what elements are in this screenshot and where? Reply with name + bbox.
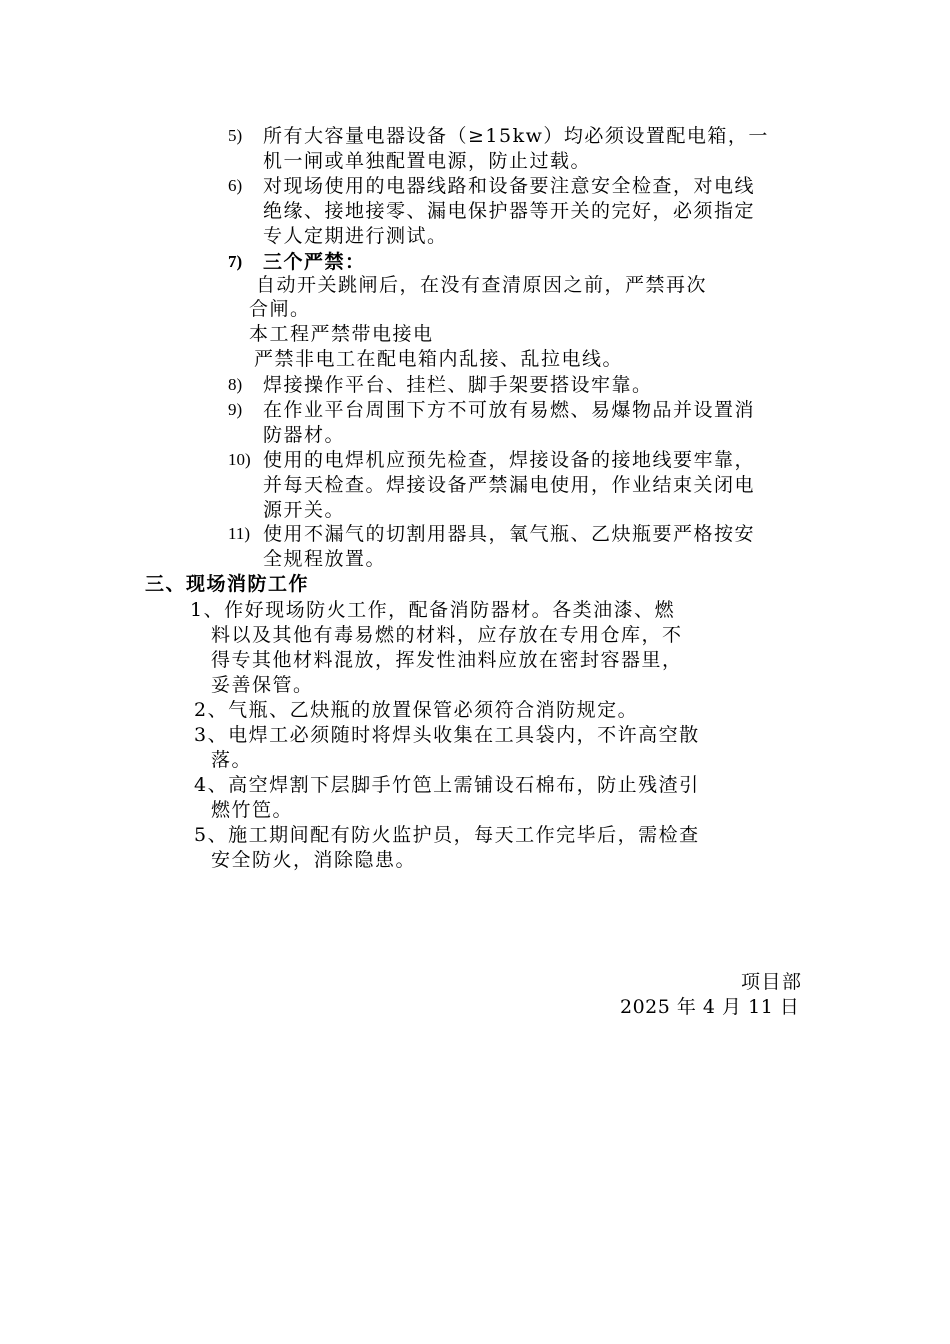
list-item-line: 得专其他材料混放，挥发性油料应放在密封容器里，: [211, 649, 683, 671]
item-text-line: 使用不漏气的切割用器具，氧气瓶、乙炔瓶要严格按安: [263, 523, 756, 545]
item-text-line: 全规程放置。: [263, 548, 387, 570]
item-text-line: 对现场使用的电器线路和设备要注意安全检查，对电线: [263, 175, 756, 197]
item-text-line: 自动开关跳闸后，在没有查清原因之前，严禁再次: [256, 274, 708, 296]
item-number: 7): [228, 252, 243, 271]
item-number: 8): [228, 375, 243, 394]
item-text-line: 机一闸或单独配置电源，防止过载。: [263, 150, 592, 172]
signature-org: 项目部: [741, 971, 803, 993]
list-item-line: 2、气瓶、乙炔瓶的放置保管必须符合消防规定。: [194, 699, 639, 721]
item-text-line: 所有大容量电器设备（≥15kw）均必须设置配电箱，一: [263, 125, 769, 147]
item-text-line: 源开关。: [263, 499, 346, 521]
section-heading: 三、现场消防工作: [145, 573, 310, 595]
item-title: 三个严禁：: [263, 251, 366, 273]
list-item-line: 料以及其他有毒易燃的材料，应存放在专用仓库，不: [211, 624, 683, 646]
item-number: 10): [228, 450, 251, 469]
item-text-line: 严禁非电工在配电箱内乱接、乱拉电线。: [254, 348, 624, 370]
item-text-line: 绝缘、接地接零、漏电保护器等开关的完好，必须指定: [263, 200, 756, 222]
item-text-line: 并每天检查。焊接设备严禁漏电使用，作业结束关闭电: [263, 474, 756, 496]
list-item-line: 4、高空焊割下层脚手竹笆上需铺设石棉布，防止残渣引: [194, 774, 700, 796]
list-item-line: 5、施工期间配有防火监护员，每天工作完毕后，需检查: [194, 824, 700, 846]
item-text-line: 合闸。: [249, 298, 311, 320]
item-text-line: 防器材。: [263, 424, 346, 446]
item-text-line: 本工程严禁带电接电: [249, 323, 434, 345]
signature-date: 2025 年 4 月 11 日: [620, 996, 800, 1018]
item-text-line: 焊接操作平台、挂栏、脚手架要搭设牢靠。: [263, 374, 653, 396]
item-text-line: 在作业平台周围下方不可放有易燃、易爆物品并设置消: [263, 399, 756, 421]
list-item-line: 3、电焊工必须随时将焊头收集在工具袋内，不许高空散: [194, 724, 700, 746]
list-item-line: 1、作好现场防火工作，配备消防器材。各类油漆、燃: [190, 599, 676, 621]
item-number: 6): [228, 176, 243, 195]
list-item-line: 安全防火，消除隐患。: [211, 849, 417, 871]
item-number: 9): [228, 400, 243, 419]
list-item-line: 妥善保管。: [211, 674, 314, 696]
item-text-line: 专人定期进行测试。: [263, 225, 448, 247]
list-item-line: 燃竹笆。: [211, 799, 294, 821]
list-item-line: 落。: [211, 749, 253, 771]
item-number: 11): [228, 524, 251, 543]
item-text-line: 使用的电焊机应预先检查，焊接设备的接地线要牢靠，: [263, 449, 756, 471]
item-number: 5): [228, 126, 243, 145]
